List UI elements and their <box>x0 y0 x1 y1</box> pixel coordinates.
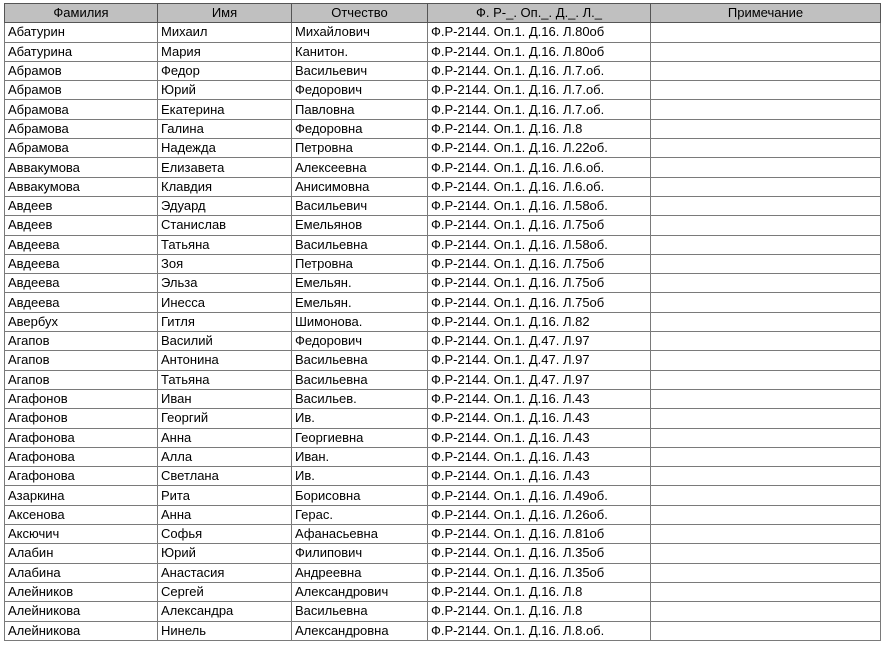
archive-reference-cell: Ф.Р-2144. Оп.1. Д.16. Л.43 <box>428 467 651 486</box>
table-row <box>5 602 881 621</box>
table-row <box>5 42 881 61</box>
note-cell <box>651 139 881 158</box>
surname-cell: Аввакумова <box>5 158 158 177</box>
patronymic-cell: Васильевна <box>292 370 428 389</box>
archive-reference-cell: Ф.Р-2144. Оп.1. Д.16. Л.49об. <box>428 486 651 505</box>
archive-reference-cell: Ф.Р-2144. Оп.1. Д.16. Л.75об <box>428 254 651 273</box>
table-row <box>5 119 881 138</box>
surname-cell: Агафонова <box>5 447 158 466</box>
note-cell <box>651 254 881 273</box>
patronymic-cell: Афанасьевна <box>292 525 428 544</box>
table-row <box>5 370 881 389</box>
archive-reference-cell: Ф.Р-2144. Оп.1. Д.16. Л.58об. <box>428 196 651 215</box>
first-name-cell: Сергей <box>158 582 292 601</box>
surname-cell: Агафонов <box>5 409 158 428</box>
table-row <box>5 582 881 601</box>
surname-cell: Авдеев <box>5 196 158 215</box>
patronymic-cell: Федорович <box>292 81 428 100</box>
first-name-cell: Татьяна <box>158 235 292 254</box>
surname-cell: Агапов <box>5 370 158 389</box>
table-row <box>5 100 881 119</box>
surname-cell: Абрамова <box>5 119 158 138</box>
table-row <box>5 177 881 196</box>
archive-reference-cell: Ф.Р-2144. Оп.1. Д.16. Л.75об <box>428 274 651 293</box>
patronymic-cell: Алексеевна <box>292 158 428 177</box>
surname-cell: Алейников <box>5 582 158 601</box>
note-cell <box>651 428 881 447</box>
table-row <box>5 254 881 273</box>
surname-cell: Авдеева <box>5 254 158 273</box>
surname-cell: Алабина <box>5 563 158 582</box>
archive-reference-cell: Ф.Р-2144. Оп.1. Д.16. Л.43 <box>428 447 651 466</box>
note-cell <box>651 61 881 80</box>
first-name-cell: Гитля <box>158 312 292 331</box>
archive-reference-cell: Ф.Р-2144. Оп.1. Д.16. Л.8 <box>428 119 651 138</box>
archive-reference-cell: Ф.Р-2144. Оп.1. Д.16. Л.43 <box>428 389 651 408</box>
first-name-cell: Светлана <box>158 467 292 486</box>
archive-reference-cell: Ф.Р-2144. Оп.1. Д.16. Л.7.об. <box>428 61 651 80</box>
note-cell <box>651 312 881 331</box>
surname-cell: Агафонова <box>5 467 158 486</box>
archive-reference-cell: Ф.Р-2144. Оп.1. Д.16. Л.7.об. <box>428 81 651 100</box>
note-cell <box>651 119 881 138</box>
first-name-cell: Василий <box>158 332 292 351</box>
table-row <box>5 332 881 351</box>
first-name-cell: Нинель <box>158 621 292 640</box>
table-row <box>5 23 881 42</box>
table-row <box>5 409 881 428</box>
table-row <box>5 274 881 293</box>
note-cell <box>651 621 881 640</box>
patronymic-cell: Андреевна <box>292 563 428 582</box>
note-cell <box>651 81 881 100</box>
note-cell <box>651 544 881 563</box>
archive-reference-cell: Ф.Р-2144. Оп.1. Д.16. Л.35об <box>428 544 651 563</box>
surname-cell: Авдеев <box>5 216 158 235</box>
patronymic-cell: Ив. <box>292 409 428 428</box>
table-row <box>5 351 881 370</box>
first-name-cell: Мария <box>158 42 292 61</box>
patronymic-cell: Михайлович <box>292 23 428 42</box>
note-cell <box>651 370 881 389</box>
archive-reference-cell: Ф.Р-2144. Оп.1. Д.16. Л.22об. <box>428 139 651 158</box>
patronymic-cell: Павловна <box>292 100 428 119</box>
note-cell <box>651 389 881 408</box>
table-row <box>5 139 881 158</box>
patronymic-cell: Герас. <box>292 505 428 524</box>
first-name-cell: Рита <box>158 486 292 505</box>
note-cell <box>651 177 881 196</box>
header-row <box>5 4 881 23</box>
column-header-archive-reference: Ф. Р-_. Оп._. Д._. Л._ <box>428 4 651 23</box>
table-row <box>5 525 881 544</box>
patronymic-cell: Георгиевна <box>292 428 428 447</box>
first-name-cell: Татьяна <box>158 370 292 389</box>
table-row <box>5 563 881 582</box>
archive-reference-cell: Ф.Р-2144. Оп.1. Д.16. Л.6.об. <box>428 158 651 177</box>
patronymic-cell: Петровна <box>292 139 428 158</box>
archive-reference-cell: Ф.Р-2144. Оп.1. Д.16. Л.26об. <box>428 505 651 524</box>
surname-cell: Авдеева <box>5 235 158 254</box>
first-name-cell: Эльза <box>158 274 292 293</box>
first-name-cell: Иван <box>158 389 292 408</box>
table-row <box>5 61 881 80</box>
table-body <box>5 23 881 641</box>
patronymic-cell: Иван. <box>292 447 428 466</box>
archive-reference-cell: Ф.Р-2144. Оп.1. Д.16. Л.8 <box>428 582 651 601</box>
archive-reference-cell: Ф.Р-2144. Оп.1. Д.16. Л.43 <box>428 409 651 428</box>
archive-reference-cell: Ф.Р-2144. Оп.1. Д.16. Л.80об <box>428 42 651 61</box>
table-row <box>5 196 881 215</box>
column-header-patronymic: Отчество <box>292 4 428 23</box>
table-row <box>5 467 881 486</box>
first-name-cell: Юрий <box>158 544 292 563</box>
table-row <box>5 505 881 524</box>
patronymic-cell: Шимонова. <box>292 312 428 331</box>
patronymic-cell: Федорович <box>292 332 428 351</box>
archive-reference-cell: Ф.Р-2144. Оп.1. Д.16. Л.81об <box>428 525 651 544</box>
surname-cell: Абрамова <box>5 139 158 158</box>
surname-cell: Авдеева <box>5 274 158 293</box>
first-name-cell: Федор <box>158 61 292 80</box>
note-cell <box>651 602 881 621</box>
patronymic-cell: Анисимовна <box>292 177 428 196</box>
note-cell <box>651 216 881 235</box>
archive-reference-cell: Ф.Р-2144. Оп.1. Д.16. Л.8.об. <box>428 621 651 640</box>
table-row <box>5 81 881 100</box>
surname-cell: Алейникова <box>5 621 158 640</box>
column-header-surname: Фамилия <box>5 4 158 23</box>
note-cell <box>651 563 881 582</box>
first-name-cell: Эдуард <box>158 196 292 215</box>
surname-cell: Агафонова <box>5 428 158 447</box>
note-cell <box>651 351 881 370</box>
note-cell <box>651 582 881 601</box>
note-cell <box>651 467 881 486</box>
first-name-cell: Александра <box>158 602 292 621</box>
note-cell <box>651 293 881 312</box>
note-cell <box>651 505 881 524</box>
table-row <box>5 447 881 466</box>
table-row <box>5 389 881 408</box>
patronymic-cell: Александровна <box>292 621 428 640</box>
note-cell <box>651 23 881 42</box>
archive-reference-cell: Ф.Р-2144. Оп.1. Д.47. Л.97 <box>428 370 651 389</box>
surname-cell: Азаркина <box>5 486 158 505</box>
surname-cell: Агапов <box>5 351 158 370</box>
note-cell <box>651 486 881 505</box>
note-cell <box>651 409 881 428</box>
patronymic-cell: Емельян. <box>292 274 428 293</box>
surname-cell: Алабин <box>5 544 158 563</box>
first-name-cell: Инесса <box>158 293 292 312</box>
table-row <box>5 235 881 254</box>
first-name-cell: Георгий <box>158 409 292 428</box>
table-row <box>5 428 881 447</box>
patronymic-cell: Ив. <box>292 467 428 486</box>
first-name-cell: Юрий <box>158 81 292 100</box>
patronymic-cell: Александрович <box>292 582 428 601</box>
patronymic-cell: Васильевна <box>292 602 428 621</box>
first-name-cell: Софья <box>158 525 292 544</box>
first-name-cell: Зоя <box>158 254 292 273</box>
column-header-first-name: Имя <box>158 4 292 23</box>
note-cell <box>651 274 881 293</box>
archive-reference-cell: Ф.Р-2144. Оп.1. Д.16. Л.7.об. <box>428 100 651 119</box>
patronymic-cell: Канитон. <box>292 42 428 61</box>
surname-cell: Абрамов <box>5 61 158 80</box>
first-name-cell: Михаил <box>158 23 292 42</box>
first-name-cell: Елизавета <box>158 158 292 177</box>
first-name-cell: Клавдия <box>158 177 292 196</box>
note-cell <box>651 42 881 61</box>
patronymic-cell: Васильевна <box>292 351 428 370</box>
surname-cell: Агафонов <box>5 389 158 408</box>
table-row <box>5 621 881 640</box>
surname-cell: Алейникова <box>5 602 158 621</box>
table-row <box>5 486 881 505</box>
surname-cell: Абрамова <box>5 100 158 119</box>
note-cell <box>651 525 881 544</box>
patronymic-cell: Васильевна <box>292 235 428 254</box>
patronymic-cell: Петровна <box>292 254 428 273</box>
archive-reference-cell: Ф.Р-2144. Оп.1. Д.16. Л.43 <box>428 428 651 447</box>
table-row <box>5 544 881 563</box>
surname-cell: Аксючич <box>5 525 158 544</box>
archive-reference-cell: Ф.Р-2144. Оп.1. Д.16. Л.80об <box>428 23 651 42</box>
patronymic-cell: Васильев. <box>292 389 428 408</box>
patronymic-cell: Борисовна <box>292 486 428 505</box>
archive-reference-cell: Ф.Р-2144. Оп.1. Д.16. Л.6.об. <box>428 177 651 196</box>
note-cell <box>651 235 881 254</box>
first-name-cell: Надежда <box>158 139 292 158</box>
archive-reference-cell: Ф.Р-2144. Оп.1. Д.47. Л.97 <box>428 351 651 370</box>
table-row <box>5 158 881 177</box>
note-cell <box>651 196 881 215</box>
first-name-cell: Анастасия <box>158 563 292 582</box>
surname-cell: Агапов <box>5 332 158 351</box>
archive-reference-cell: Ф.Р-2144. Оп.1. Д.16. Л.35об <box>428 563 651 582</box>
surname-cell: Абатурина <box>5 42 158 61</box>
archive-reference-cell: Ф.Р-2144. Оп.1. Д.16. Л.58об. <box>428 235 651 254</box>
note-cell <box>651 100 881 119</box>
patronymic-cell: Васильевич <box>292 196 428 215</box>
note-cell <box>651 158 881 177</box>
archive-reference-cell: Ф.Р-2144. Оп.1. Д.16. Л.8 <box>428 602 651 621</box>
archive-records-table <box>4 3 881 641</box>
first-name-cell: Анна <box>158 505 292 524</box>
surname-cell: Аввакумова <box>5 177 158 196</box>
table-row <box>5 293 881 312</box>
surname-cell: Авербух <box>5 312 158 331</box>
note-cell <box>651 332 881 351</box>
first-name-cell: Станислав <box>158 216 292 235</box>
archive-reference-cell: Ф.Р-2144. Оп.1. Д.16. Л.75об <box>428 216 651 235</box>
surname-cell: Абатурин <box>5 23 158 42</box>
patronymic-cell: Федоровна <box>292 119 428 138</box>
archive-reference-cell: Ф.Р-2144. Оп.1. Д.47. Л.97 <box>428 332 651 351</box>
first-name-cell: Анна <box>158 428 292 447</box>
first-name-cell: Екатерина <box>158 100 292 119</box>
archive-reference-cell: Ф.Р-2144. Оп.1. Д.16. Л.82 <box>428 312 651 331</box>
surname-cell: Абрамов <box>5 81 158 100</box>
first-name-cell: Галина <box>158 119 292 138</box>
column-header-note: Примечание <box>651 4 881 23</box>
first-name-cell: Антонина <box>158 351 292 370</box>
table-row <box>5 312 881 331</box>
first-name-cell: Алла <box>158 447 292 466</box>
patronymic-cell: Емельян. <box>292 293 428 312</box>
table-row <box>5 216 881 235</box>
archive-reference-cell: Ф.Р-2144. Оп.1. Д.16. Л.75об <box>428 293 651 312</box>
surname-cell: Авдеева <box>5 293 158 312</box>
patronymic-cell: Васильевич <box>292 61 428 80</box>
patronymic-cell: Филипович <box>292 544 428 563</box>
note-cell <box>651 447 881 466</box>
surname-cell: Аксенова <box>5 505 158 524</box>
patronymic-cell: Емельянов <box>292 216 428 235</box>
